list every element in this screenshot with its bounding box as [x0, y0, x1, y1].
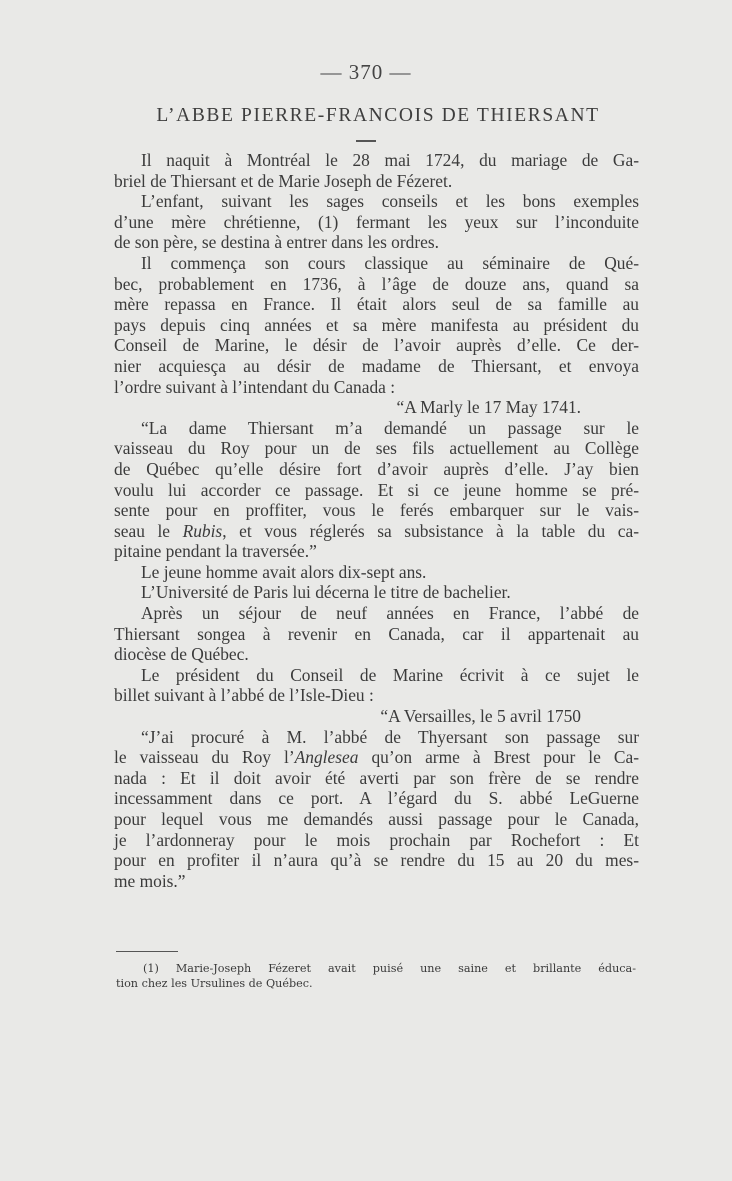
text-line: “A Versailles, le 5 avril 1750	[380, 706, 581, 727]
text-line: me mois.”	[114, 870, 186, 891]
text-line: Il naquit à Montréal le 28 mai 1724, du mariage de Ga-	[141, 150, 639, 170]
body-text	[114, 150, 639, 891]
footnote-line: tion chez les Ursulines de Québec.	[116, 977, 313, 990]
title-divider	[356, 140, 376, 142]
text-line: Il commença son cours classique au séminaire de Qué-	[141, 252, 639, 273]
text-line: l’ordre suivant à l’intendant du Canada :	[114, 376, 396, 397]
text-line: d’une mère chrétienne, (1) fermant les yeux sur l’inconduite	[114, 211, 639, 232]
footnote	[116, 961, 636, 991]
text-line: L’enfant, suivant les sages conseils et les bons exemples	[141, 191, 639, 212]
text-line: “A Marly le 17 May 1741.	[396, 397, 581, 418]
text-line: vaisseau du Roy pour un de ses fils actuellement au Collège	[114, 438, 639, 459]
text-line: incessamment dans ce port. A l’égard du S. abbé LeGuerne	[114, 788, 639, 809]
footnote-line: (1) Marie-Joseph Fézeret avait puisé une saine et brillante éduca-	[143, 962, 636, 975]
text-line: nier acquiesça au désir de madame de Thiersant, et envoya	[114, 355, 639, 376]
text-line: seau le Rubis, et vous réglerés sa subsistance à la table du ca-	[114, 520, 639, 541]
text-line: voulu lui accorder ce passage. Et si ce jeune homme se pré-	[114, 479, 639, 500]
text-line: le vaisseau du Roy l’Anglesea qu’on arme à Brest pour le Ca-	[114, 747, 640, 768]
chapter-title: L’ABBE PIERRE-FRANCOIS DE THIERSANT	[156, 105, 600, 126]
text-line: Thiersant songea à revenir en Canada, car il appartenait au	[114, 623, 639, 644]
text-line: bec, probablement en 1736, à l’âge de douze ans, quand sa	[114, 273, 639, 294]
text-line: diocèse de Québec.	[114, 644, 249, 665]
footnote-divider	[116, 951, 178, 952]
page-number: — 370 —	[320, 60, 412, 84]
text-line: je l’ardonneray pour le mois prochain par Rochefort : Et	[114, 829, 639, 850]
text-line: pays depuis cinq années et sa mère manifesta au président du	[114, 314, 639, 335]
text-line: nada : Et il doit avoir été averti par son frère de se rendre	[114, 767, 639, 788]
text-line: de Québec qu’elle désire fort d’avoir auprès d’elle. J’ay bien	[114, 458, 639, 479]
text-line: Conseil de Marine, le désir de l’avoir auprès d’elle. Ce der-	[114, 335, 639, 356]
text-line: pitaine pendant la traversée.”	[114, 541, 317, 562]
text-line: pour en profiter il n’aura qu’à se rendre du 15 au 20 du mes-	[114, 850, 639, 871]
text-line: mère repassa en France. Il était alors seul de sa famille au	[114, 294, 639, 315]
text-line: de son père, se destina à entrer dans les ordres.	[114, 232, 439, 253]
ship-name: Anglesea	[294, 747, 359, 768]
text-line: “J’ai procuré à M. l’abbé de Thyersant son passage sur	[141, 726, 639, 747]
text-line: L’Université de Paris lui décerna le titre de bachelier.	[141, 582, 511, 603]
text-line: billet suivant à l’abbé de l’Isle-Dieu :	[114, 685, 374, 706]
text-line: “La dame Thiersant m’a demandé un passage sur le	[141, 417, 639, 438]
text-line: Après un séjour de neuf années en France, l’abbé de	[141, 603, 639, 624]
text-line: briel de Thiersant et de Marie Joseph de Fézeret.	[114, 170, 453, 191]
ship-name: Rubis	[182, 520, 223, 541]
text-line: sente pour en proffiter, vous le ferés embarquer sur le vais-	[114, 500, 639, 521]
text-line: pour lequel vous me demandés aussi passage pour le Canada,	[114, 809, 639, 829]
text-line: Le président du Conseil de Marine écrivit à ce sujet le	[141, 664, 639, 685]
text-line: Le jeune homme avait alors dix-sept ans.	[141, 561, 427, 582]
